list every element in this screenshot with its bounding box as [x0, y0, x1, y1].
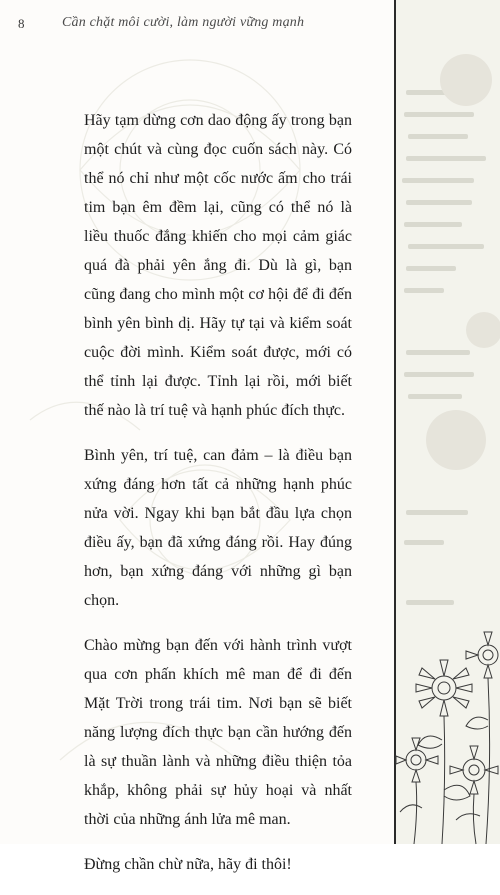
adjacent-page-edge: [396, 0, 500, 844]
paragraph: Đừng chần chừ nữa, hãy đi thôi!: [84, 856, 292, 873]
running-header-title: Cần chặt môi cười, làm người vững mạnh: [62, 15, 305, 30]
page-number: 8: [18, 16, 25, 31]
paragraph: Chào mừng bạn đến với hành trình vượt qua cơn phấn khích mê man để đi đến Mặt Trời trong trái tim. Nơi bạn sẽ biết năng lượng đích thực bạn cần hướng đến là sự thuần lành và những điều thiện tỏa khắp, không phải sự hủy hoại và nhất thời của những ánh lửa mê man.: [84, 637, 352, 828]
paragraph: Hãy tạm dừng cơn dao động ấy trong bạn một chút và cùng đọc cuốn sách này. Có thể nó chỉ như một cốc nước ấm cho trái tim bạn êm đềm lại, cũng có thể nó là liều thuốc đắng khiến cho mọi cảm giác quá đà phải yên ắng đi. Dù là gì, bạn cũng đang cho mình một cơ hội để đi đến bình yên bình dị. Hãy tự tại và kiểm soát cuộc đời mình. Kiểm soát được, mới có thể tỉnh lại được. Tỉnh lại rồi, mới biết thế nào là trí tuệ và hạnh phúc đích thực.: [84, 112, 352, 419]
body-text: [84, 106, 352, 895]
paragraph: Bình yên, trí tuệ, can đảm – là điều bạn xứng đáng hơn tất cả những hạnh phúc nửa vời. Ngay khi bạn bắt đầu lựa chọn điều ấy, bạn đã xứng đáng rồi. Hay đúng hơn, bạn xứng đáng với những gì bạn chọn.: [84, 447, 352, 609]
sunflower-illustration: [396, 0, 500, 844]
